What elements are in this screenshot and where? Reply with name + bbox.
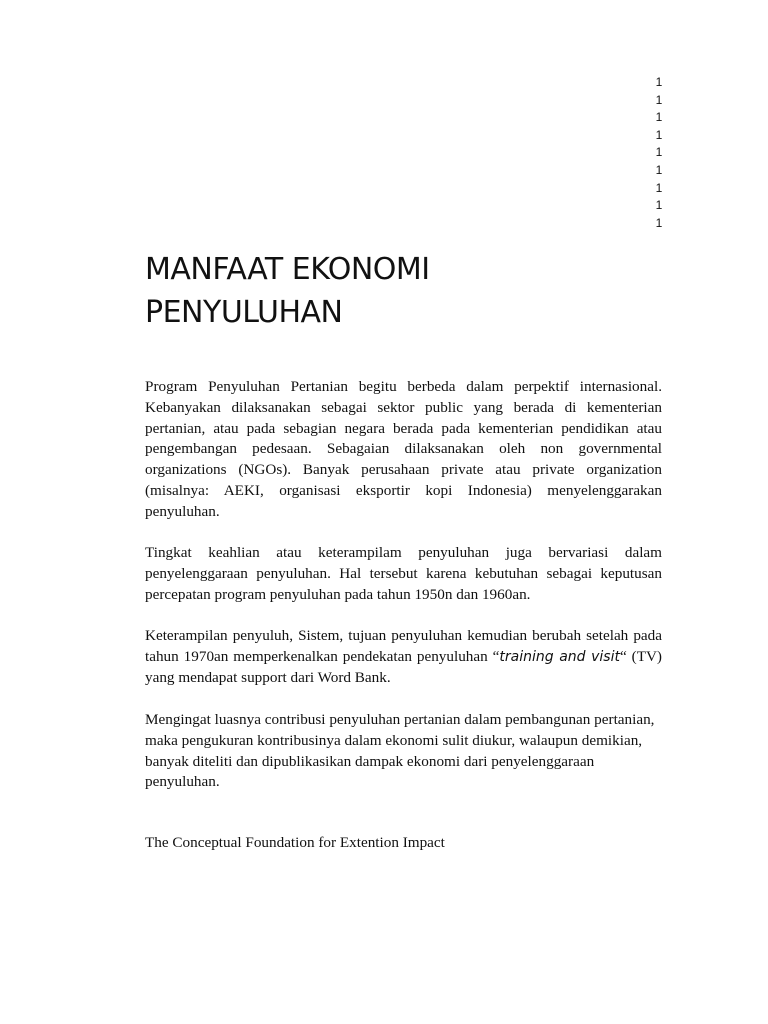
page-number: 1 [655,110,663,125]
page-number: 1 [655,215,663,230]
paragraph-training-visit [145,626,662,688]
page-number: 1 [655,127,663,142]
paragraph-intro: Program Penyuluhan Pertanian begitu berbeda dalam perpektif internasional. Kebanyakan dilaksanakan sebagai sektor public yang berada di kementerian pertanian, atau pada sebagian negara berada pada kementerian pendidikan atau pengembangan pedesaan. Sebagaian dilaksanakan oleh non governmental organizations (NGOs). Banyak perusahaan private atau private organization (misalnya: AEKI, organisasi eksportir kopi Indonesia) menyelenggarakan penyuluhan. [145,378,662,520]
page-number: 1 [655,162,663,177]
paragraph-skill-variation: Tingkat keahlian atau keterampilam penyuluhan juga bervariasi dalam penyelenggaraan penyuluhan. Hal tersebut karena kebutuhan sebagai keputusan percepatan program penyuluhan pada tahun 1950n dan 1960an. [145,544,662,603]
page-number: 1 [655,145,663,160]
page-number-column [652,74,666,232]
page-number: 1 [655,198,663,213]
italic-term: training and visit [499,648,620,665]
title-line-1: MANFAAT EKONOMI [145,252,430,287]
paragraph-contribution: Mengingat luasnya contribusi penyuluhan pertanian dalam pembangunan pertanian, maka pengukuran kontribusinya dalam ekonomi sulit diukur, walaupun demikian, banyak diteliti dan dipublikasikan dampak ekonomi dari penyelenggaraan penyuluhan. [145,711,655,791]
section-heading: The Conceptual Foundation for Extention Impact [145,834,445,851]
document-title [145,248,625,334]
page-number: 1 [655,180,663,195]
page-number: 1 [655,92,663,107]
paragraph-text: Keterampilan penyuluh, Sistem, tujuan penyuluhan kemudian berubah setelah pada tahun 1970an memperkenalkan pendekatan penyuluhan “ [145,627,662,665]
page-number: 1 [655,75,663,89]
paragraph-text: “ (TV) yang mendapat support dari Word Bank. [145,647,662,686]
title-line-2: PENYULUHAN [145,295,343,330]
